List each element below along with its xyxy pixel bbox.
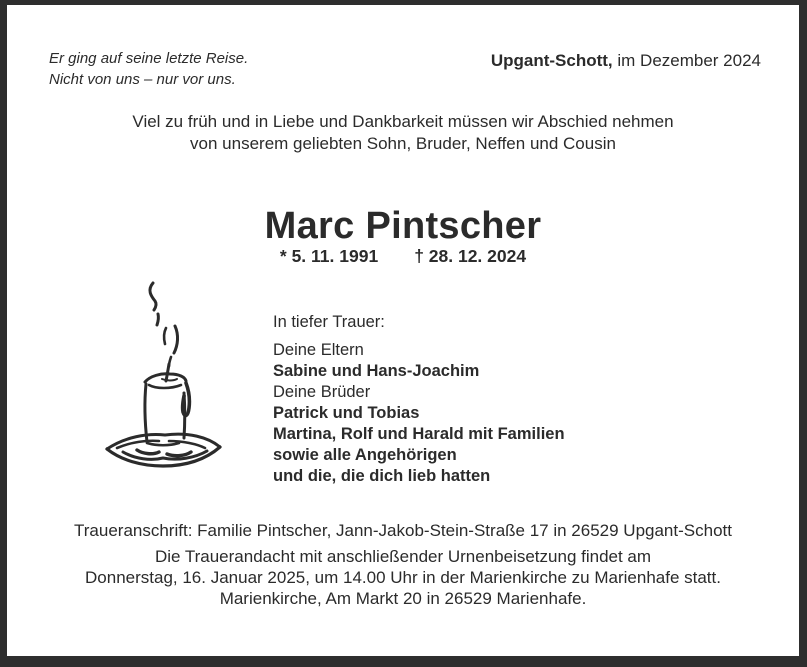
mourner-line: Martina, Rolf und Harald mit Familien <box>273 425 565 443</box>
farewell-intro-line-2: von unserem geliebten Sohn, Bruder, Neffen und Cousin <box>190 134 616 153</box>
dateline <box>491 51 761 71</box>
deceased-name: Marc Pintscher <box>264 205 542 247</box>
service-line-2: Donnerstag, 16. Januar 2025, um 14.00 Uhr in der Marienkirche zu Marienhafe statt. <box>85 568 721 587</box>
mourner-line: Deine Eltern <box>273 341 364 359</box>
mourner-line: Deine Brüder <box>273 383 371 401</box>
mourning-list <box>273 312 565 487</box>
epigraph <box>49 48 248 90</box>
epigraph-line-2: Nicht von uns – nur vor uns. <box>49 71 236 88</box>
mourning-heading: In tiefer Trauer: <box>273 313 385 331</box>
candle-icon <box>103 280 225 478</box>
mourner-line: und die, die dich lieb hatten <box>273 467 491 485</box>
dateline-place: Upgant-Schott, <box>490 51 613 70</box>
service-details <box>0 546 806 609</box>
dateline-date: im Dezember 2024 <box>617 51 761 70</box>
farewell-intro <box>0 111 806 155</box>
epigraph-line-1: Er ging auf seine letzte Reise. <box>49 50 249 67</box>
mourner-line: Patrick und Tobias <box>273 404 420 422</box>
death-date: † 28. 12. 2024 <box>414 246 527 266</box>
birth-date: * 5. 11. 1991 <box>279 246 379 266</box>
mourner-line: Sabine und Hans-Joachim <box>273 362 480 380</box>
farewell-intro-line-1: Viel zu früh und in Liebe und Dankbarkeit müssen wir Abschied nehmen <box>132 112 674 131</box>
mourner-line: sowie alle Angehörigen <box>273 446 457 464</box>
life-dates <box>0 246 806 267</box>
service-line-1: Die Trauerandacht mit anschließender Urnenbeisetzung findet am <box>154 547 652 566</box>
mourning-address: Traueranschrift: Familie Pintscher, Jann-Jakob-Stein-Straße 17 in 26529 Upgant-Schott <box>74 521 732 540</box>
service-line-3: Marienkirche, Am Markt 20 in 26529 Marienhafe. <box>219 589 587 608</box>
